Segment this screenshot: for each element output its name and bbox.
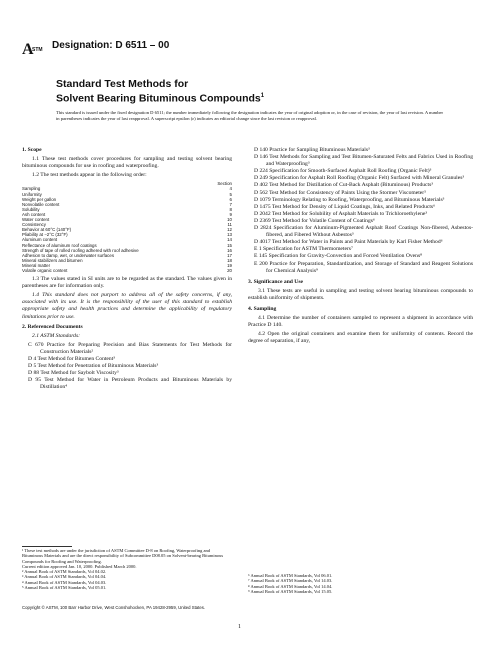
footnotes-right [248,573,473,594]
section-name: Behavior at 60°C (140°F) [22,227,72,233]
reference-item: D 140 Practice for Sampling Bituminous Materials³ [254,147,370,153]
footnote: ⁵ Annual Book of ASTM Standards, Vol 05.01. [22,585,107,591]
section-number: 12 [227,227,232,233]
reference-item: D 88 Test Method for Saybolt Viscosity³ [28,370,119,377]
section-name: Reflectance of aluminum roof coatings [22,242,97,248]
section-name: Water content [22,217,50,223]
section-number: 18 [227,257,232,263]
footnote: ⁴ Annual Book of ASTM Standards, Vol 04.03. [22,579,107,585]
designation-notice: This standard is issued under the fixed designation D 6511; the number immediately following the designation indicates the year of original adoption or, in the case of revision, the year of last revision. A number in parentheses indicates the year of last reapproval. A superscript epsilon (ε) indicates an editorial change since the last revision or reapproval. [56,110,444,121]
title-line-2: Solvent Bearing Bituminous Compounds$^1$ [56,92,265,105]
references-heading: 2. Referenced Documents [22,323,83,330]
section-number: 19 [227,262,232,268]
footnote: ² Annual Book of ASTM Standards, Vol 04.02. [22,569,107,575]
reference-item: D 562 Test Method for Consistency of Paints Using the Stormer Viscometer⁵ [254,189,427,196]
significance-heading: 3. Significance and Use [248,278,304,285]
section-name: Aluminum content [22,237,58,243]
sampling-p2: 4.2 Open the original containers and examine them for uniformity of contents. Record the degree of separation, if any, [248,331,473,345]
reference-item: C 670 Practice for Preparing Precision and Bias Statements for Test Methods for Construction Materials² [28,341,232,355]
copyright: Copyright © ASTM, 100 Barr Harbor Drive, West Conshohocken, PA 19428-2959, United States. [22,605,206,610]
references-right-list [248,147,473,275]
references-left-list [22,342,232,392]
reference-item: D 146 Test Methods for Sampling and Test Bitumen-Saturated Felts and Fabrics Used in Roofing and Waterproofing³ [254,154,473,168]
svg-text:A: A [22,41,34,58]
footnote: ⁸ Annual Book of ASTM Standards, Vol 14.04. [248,583,333,589]
section-number: 6 [229,196,232,202]
section-name: Ash content [22,211,46,217]
section-name: Nonvolatile content [22,201,60,207]
reference-item: D 1475 Test Method for Density of Liquid Coatings, Inks, and Related Products⁶ [254,203,436,210]
scope-p3: 1.3 The values stated in SI units are to be regarded as the standard. The values given in parentheses are for information only. [22,276,232,290]
reference-item: D 1079 Terminology Relating to Roofing, Waterproofing, and Bituminous Materials³ [254,196,445,203]
significance-p1: 3.1 These tests are useful in sampling and testing solvent bearing bituminous compounds to establish uniformity of shipments. [248,287,473,301]
reference-item: D 402 Test Method for Distillation of Cut-Back Asphalt (Bituminous) Products³ [254,182,433,189]
section-number: 13 [227,232,232,238]
section-name: Pliability at −2°C (32°F) [22,232,68,238]
section-number: 5 [229,191,232,197]
reference-item: D 224 Specification for Smooth-Surfaced Asphalt Roll Roofing (Organic Felt)³ [254,168,432,175]
sampling-p1: 4.1 Determine the number of containers sampled to represent a shipment in accordance with Practice D 140. [248,315,473,329]
section-row [22,268,232,273]
section-name: Strength of tape of rolled roofing adhered with roof adhesive [22,247,139,253]
section-name: Weight per gallon [22,196,57,202]
section-name: Consistency [22,222,46,228]
section-number: 4 [229,186,232,192]
footnotes-left [22,548,232,590]
designation: Designation: D 6511 – 00 [52,40,170,51]
section-number: 10 [227,217,232,223]
reference-item: D 2369 Test Method for Volatile Content of Coatings⁶ [254,217,375,224]
section-number: 11 [227,222,232,228]
section-number: 14 [227,237,232,243]
reference-item: E 1 Specification for ASTM Thermometers⁷ [254,246,353,253]
section-name: Uniformity [22,191,42,197]
section-name: Mineral matter [22,262,51,268]
reference-item: E 200 Practice for Preparation, Standardization, and Storage of Standard and Reagent Solutions for Chemical Analysis⁹ [254,260,473,274]
scope-p4: 1.4 This standard does not purport to address all of the safety concerns, if any, associated with its use. It is the responsibility of the user of this standard to establish appropriate safety and health practices and determine the applicability of regulatory limitations prior to use. [22,292,232,320]
document-title [56,78,264,105]
references-sub: 2.1 ASTM Standards: [32,332,81,339]
reference-item: E 145 Specification for Gravity-Convection and Forced Ventilation Ovens⁸ [254,253,423,260]
page-number: 1 [238,624,241,630]
section-number: 7 [229,201,232,207]
section-header: Section [217,181,232,187]
section-number: 20 [227,267,232,273]
sampling-heading: 4. Sampling [248,305,277,312]
section-number: 17 [227,252,232,258]
section-name: Adhesion to damp, wet, or underwater surfaces [22,252,115,258]
footnote: Current edition approved Jan. 10, 2000. Published March 2000. [22,563,137,569]
section-name: Solubility [22,206,40,212]
section-number: 9 [229,211,232,217]
scope-p2: 1.2 The test methods appear in the following order: [32,172,147,179]
reference-item: D 2042 Test Method for Solubility of Asphalt Materials to Trichloroethylene³ [254,210,428,217]
reference-item: D 4017 Test Method for Water in Paints and Paint Materials by Karl Fisher Method⁶ [254,239,443,246]
reference-item: D 249 Specification for Asphalt Roll Roofing (Organic Felt) Surfaced with Mineral Granules³ [254,175,465,182]
section-number: 16 [227,247,232,253]
scope-p1: 1.1 These test methods cover procedures for sampling and testing solvent bearing bituminous compounds for use in roofing and waterproofing. [22,156,232,170]
section-name: Mineral stabilizers and bitumen [22,257,83,263]
footnote: ⁶ Annual Book of ASTM Standards, Vol 06.01. [248,573,333,578]
footnote: ⁷ Annual Book of ASTM Standards, Vol 14.03. [248,578,333,584]
footnote: ⁹ Annual Book of ASTM Standards, Vol 15.05. [248,588,333,594]
svg-text:STM: STM [32,47,43,53]
footnote: ³ Annual Book of ASTM Standards, Vol 04.04. [22,574,107,580]
reference-item: D 2824 Specification for Aluminum-Pigmented Asphalt Roof Coatings Non-fibered, Asbestos-fibered, and Fibered Without Asbestos³ [254,225,473,239]
scope-heading: 1. Scope [22,147,42,153]
left-column [22,147,232,391]
section-number: 15 [227,242,232,248]
astm-logo-icon [22,38,48,58]
section-table [22,181,232,273]
right-column [248,147,473,347]
section-name: Sampling [22,186,41,192]
section-number: 8 [229,206,232,212]
footnote-rule [22,546,72,547]
reference-item: D 95 Test Method for Water in Petroleum Products and Bituminous Materials by Distillation⁴ [28,377,232,391]
title-line-1: Standard Test Methods for [56,78,189,90]
reference-item: D 4 Test Method for Bitumen Content³ [28,356,115,362]
footnote: ¹ These test methods are under the jurisdiction of ASTM Committee D-8 on Roofing, Waterproofing and Bituminous Materials and are the direct responsibility of Subcommittee D08.05 on Solvent-bearing Bituminous Compounds for Roofing and Waterproofing. [22,548,224,564]
reference-item: D 5 Test Method for Penetration of Bituminous Materials³ [28,363,159,370]
section-name: Volatile organic content [22,267,68,273]
